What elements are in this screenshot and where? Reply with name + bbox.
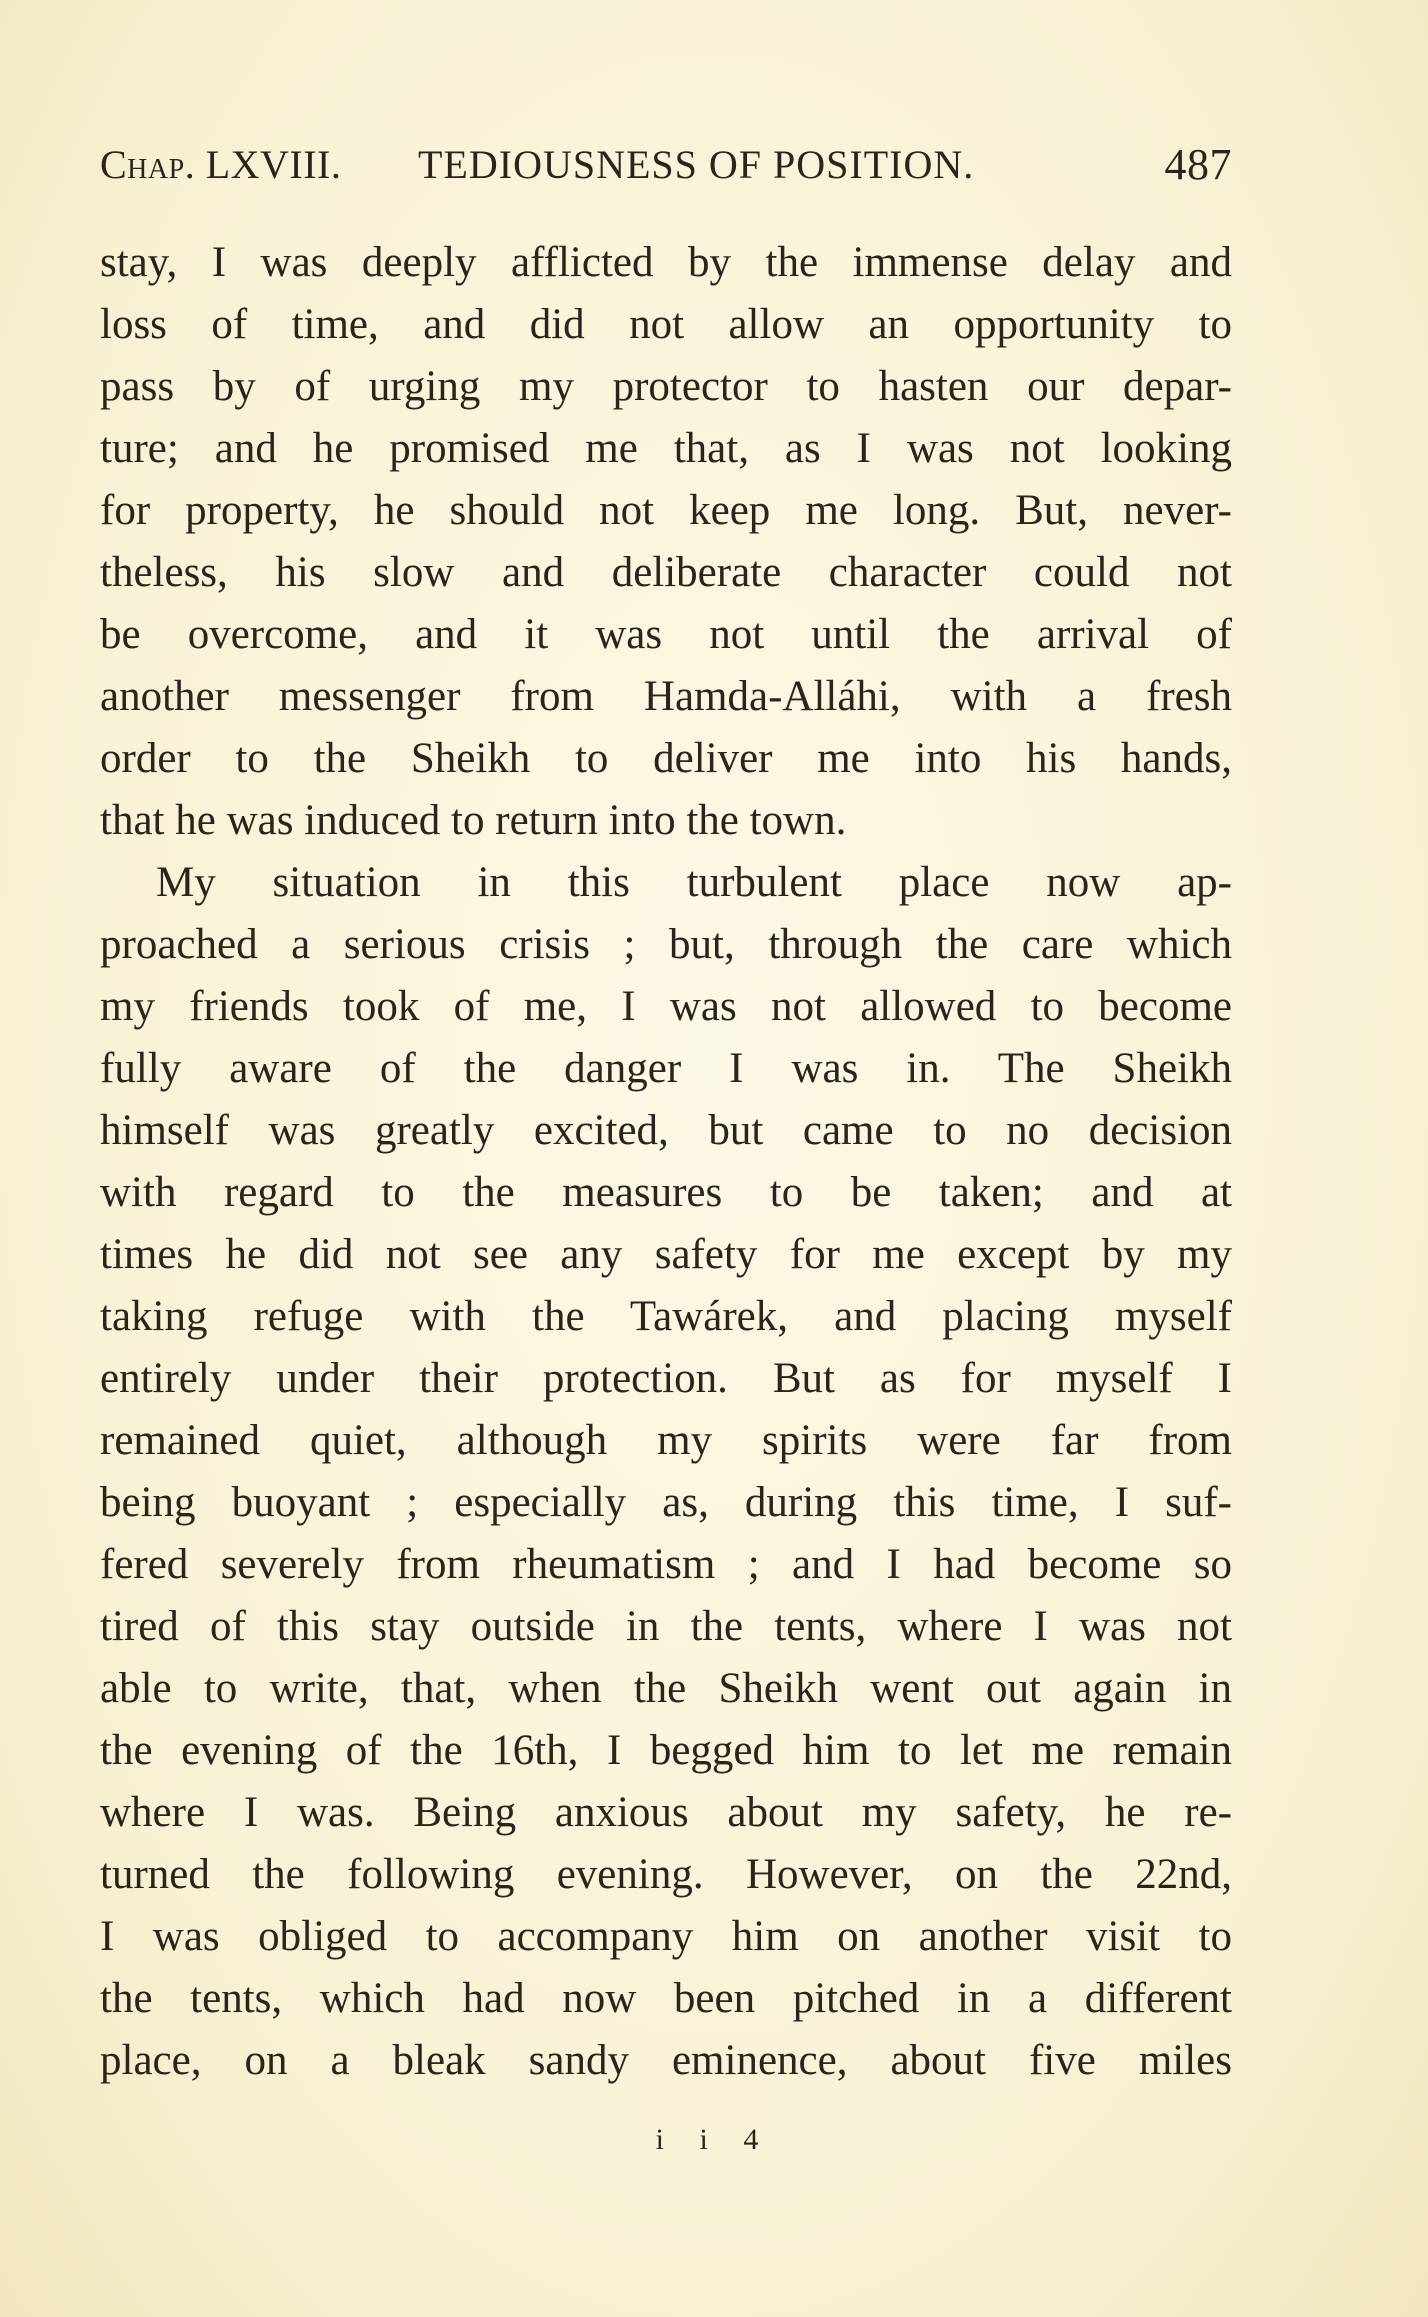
text-line: proached a serious crisis ; but, through the care which (100, 921, 1232, 968)
text-line: turned the following evening. However, on the 22nd, (100, 1851, 1232, 1898)
text-line: where I was. Being anxious about my safety, he re- (100, 1789, 1232, 1836)
text-line: stay, I was deeply afflicted by the immense delay and (100, 239, 1232, 286)
text-line: theless, his slow and deliberate character could not (100, 549, 1232, 596)
text-line: loss of time, and did not allow an opportunity to (100, 301, 1232, 348)
text-line: another messenger from Hamda-Alláhi, with a fresh (100, 673, 1232, 720)
text-line: times he did not see any safety for me except by my (100, 1231, 1232, 1278)
chapter-label: Chap. LXVIII. (100, 142, 342, 187)
body-text (100, 232, 1232, 2092)
text-line: able to write, that, when the Sheikh went out again in (100, 1665, 1232, 1712)
printer-signature-mark: i i 4 (655, 2123, 773, 2156)
running-title: TEDIOUSNESS OF POSITION. (418, 142, 975, 187)
text-line: fully aware of the danger I was in. The Sheikh (100, 1045, 1232, 1092)
text-line: pass by of urging my protector to hasten our depar- (100, 363, 1232, 410)
text-line: entirely under their protection. But as for myself I (100, 1355, 1232, 1402)
text-line: remained quiet, although my spirits were far from (100, 1417, 1232, 1464)
text-line: the evening of the 16th, I begged him to let me remain (100, 1727, 1232, 1774)
text-line: taking refuge with the Tawárek, and placing myself (100, 1293, 1232, 1340)
text-line: my friends took of me, I was not allowed to become (100, 983, 1232, 1030)
text-line: ture; and he promised me that, as I was not looking (100, 425, 1232, 472)
text-line: be overcome, and it was not until the arrival of (100, 611, 1232, 658)
text-line: with regard to the measures to be taken; and at (100, 1169, 1232, 1216)
text-line: tired of this stay outside in the tents, where I was not (100, 1603, 1232, 1650)
text-line: place, on a bleak sandy eminence, about five miles (100, 2037, 1232, 2084)
text-line: the tents, which had now been pitched in a different (100, 1975, 1232, 2022)
text-line: My situation in this turbulent place now ap- (156, 859, 1232, 906)
text-line: I was obliged to accompany him on another visit to (100, 1913, 1232, 1960)
text-line: that he was induced to return into the town. (100, 797, 847, 844)
text-line: being buoyant ; especially as, during this time, I suf- (100, 1479, 1232, 1526)
text-line: himself was greatly excited, but came to no decision (100, 1107, 1232, 1154)
text-line: order to the Sheikh to deliver me into his hands, (100, 735, 1232, 782)
text-line: for property, he should not keep me long. But, never- (100, 487, 1232, 534)
text-line: fered severely from rheumatism ; and I had become so (100, 1541, 1232, 1588)
running-header (100, 135, 1232, 195)
page-number: 487 (1164, 140, 1232, 189)
